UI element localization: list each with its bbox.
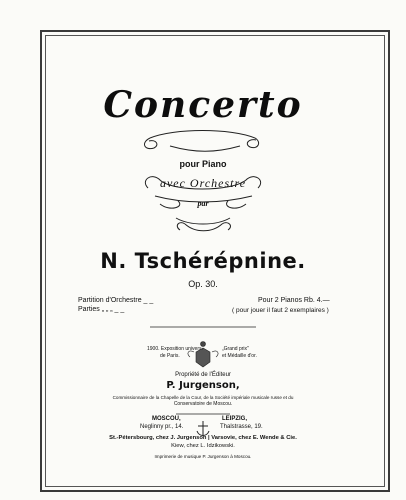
edition-parts: Parties „ „ „ _ _	[78, 306, 125, 313]
printer-imprint: Imprimerie de musique P. Jurgenson à Moscou.	[154, 454, 252, 459]
award-medal: et Médaille d'or.	[222, 353, 257, 359]
opus-number: Op. 30.	[188, 279, 218, 289]
publisher-credentials: Commissionnaire de la Chapelle de la Cour, de la Société impériale musicale russe et du	[112, 395, 294, 400]
award-grand-prix: „Grand prix"	[222, 346, 249, 352]
work-title: Concerto	[103, 84, 303, 126]
city-moscow: MOSCOU,	[152, 416, 181, 422]
address-moscow: Neglinny pr., 14.	[140, 424, 184, 430]
award-city: de Paris.	[160, 353, 180, 359]
city-leipzig: LEIPZIG,	[222, 416, 248, 422]
by-label: par	[197, 199, 209, 208]
edition-orchestra-score: Partition d'Orchestre _ _	[78, 297, 154, 304]
publisher-conservatoire: Conservatoire de Moscou.	[173, 401, 233, 407]
anchor-icon	[197, 421, 209, 436]
branches: St.-Pétersbourg, chez J. Jurgenson | Varsovie, chez E. Wende & Cie.	[109, 435, 297, 441]
subtitle-ensemble: avec Orchestre	[159, 176, 247, 190]
subtitle-instrument: pour Piano	[179, 159, 227, 169]
publisher-name: P. Jurgenson,	[166, 380, 240, 391]
composer-name: N. Tschérépnine.	[100, 249, 306, 273]
edition-note: ( pour jouer il faut 2 exemplaires )	[232, 307, 329, 314]
award-exposition: 1900. Exposition univers.	[147, 346, 203, 352]
edition-two-pianos: Pour 2 Pianos Rb. 4.—	[258, 297, 330, 304]
publisher-prefix: Propriété de l'Éditeur	[175, 372, 231, 378]
branch-kiev: Kiew, chez L. Idzikowski.	[171, 443, 235, 449]
address-leipzig: Thalstrasse, 19.	[220, 424, 263, 430]
